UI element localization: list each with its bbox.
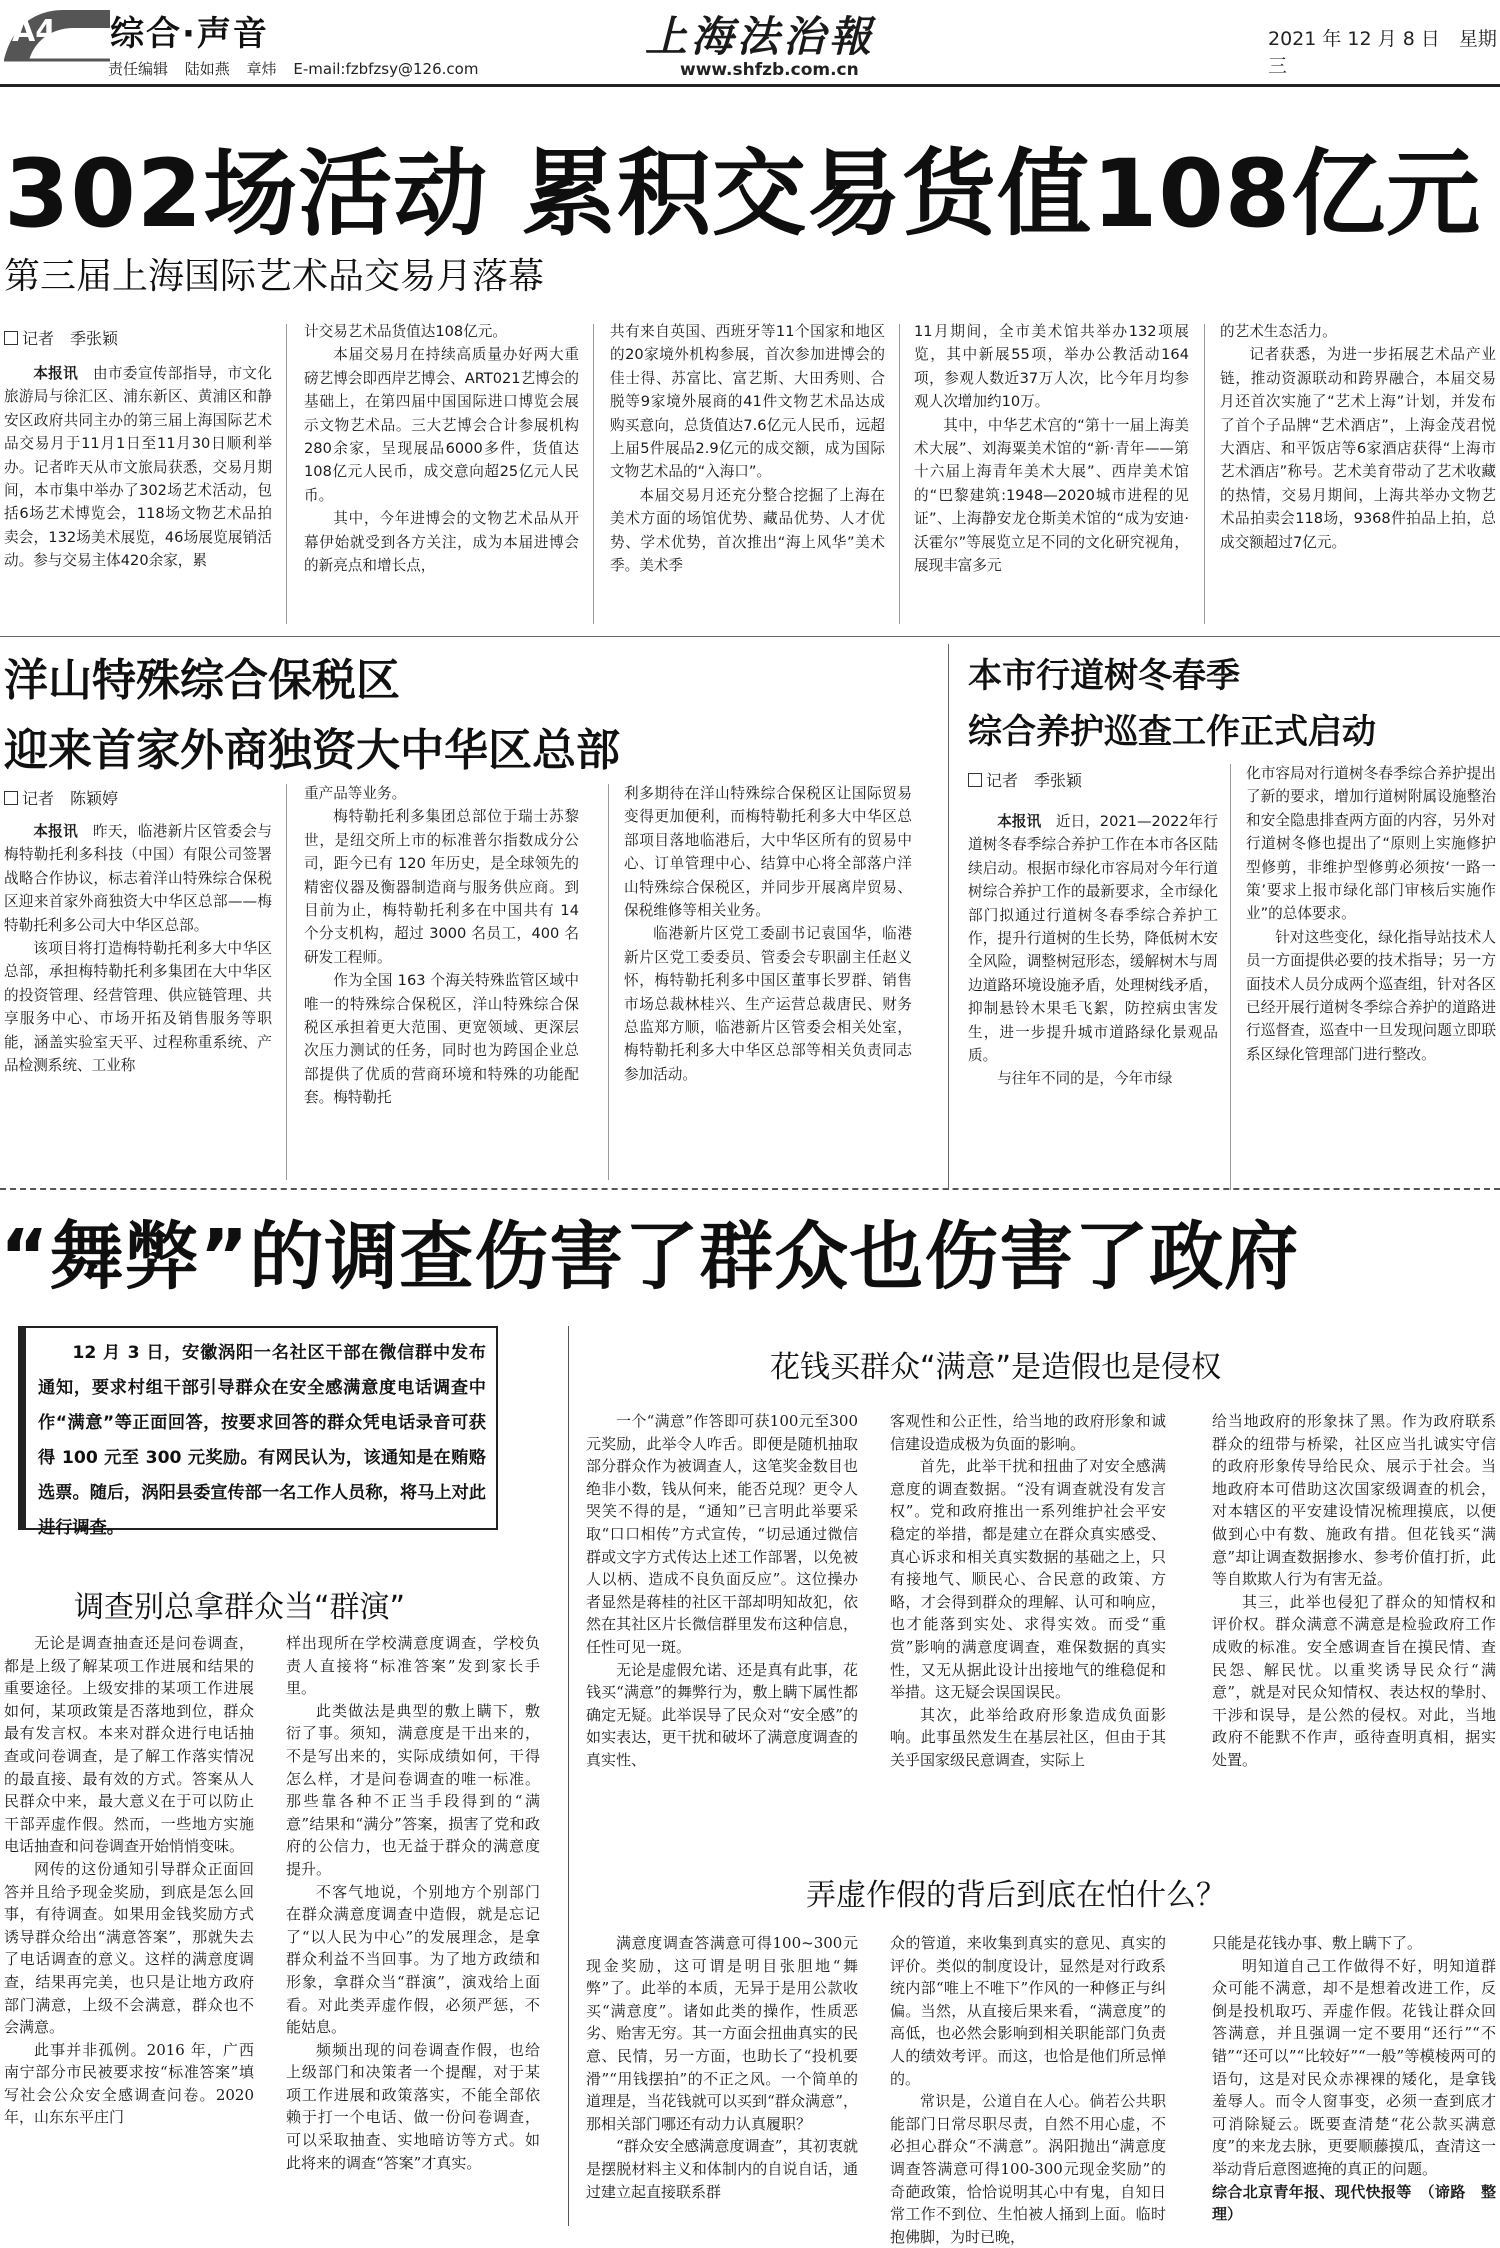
article1-column-4 bbox=[914, 320, 1189, 630]
article1-headline: 302场活动 累积交易货值108亿元 bbox=[4, 140, 1482, 249]
article4-headline: “舞弊”的调查伤害了群众也伤害了政府 bbox=[0, 1214, 1300, 1300]
lead-tag: 本报讯 bbox=[33, 365, 79, 382]
paragraph: 本届交易月在持续高质量办好两大重磅艺博会即西岸艺博会、ART021艺博会的基础上，在第四届中国国际进口博览会展示文物艺术品。三大艺博会合计参展机构280余家，呈现展品6000多件，货值达108亿元人民币，成交意向超25亿元人民币。 bbox=[304, 346, 579, 504]
opinion3-column-2 bbox=[890, 1932, 1166, 2246]
paragraph: 临港新片区党工委副书记袁国华，临港新片区党工委委员、管委会专职副主任赵义怀，梅特勒托利多中国区董事长罗群、销售市场总裁林桂兴、生产运营总裁唐民、财务总监郑方顺，临港新片区管委会相关处室，梅特勒托利多大中华区总部等相关负责同志参加活动。 bbox=[624, 925, 912, 1083]
opinion1-column-1 bbox=[4, 1632, 254, 2227]
article2-headline-line1: 洋山特殊综合保税区 bbox=[4, 655, 400, 706]
paragraph: 计交易艺术品货值达108亿元。 bbox=[304, 323, 507, 340]
section-title: 综合·声音 bbox=[110, 14, 269, 54]
paragraph: 满意度调查答满意可得100~300元现金奖励，这可谓是明目张胆地“舞弊”了。此举的本质，无异于是用公款收买“满意度”。诸如此类的操作，性质恶劣、贻害无穷。其一方面会扭曲真实的民意、民情，另一方面，也助长了“投机要滑”“用钱摆拍”的不正之风。一个简单的道理是，当花钱就可以买到“群众满意”，那相关部门哪还有动力认真履职？ bbox=[586, 1934, 858, 2133]
source-credit: 综合北京青年报、现代快报等 （谛路 整理） bbox=[1212, 2182, 1496, 2224]
opinion3-column-1 bbox=[586, 1932, 858, 2227]
opinion1-title: 调查别总拿群众当“群演” bbox=[74, 1590, 406, 1625]
paragraph: 化市容局对行道树冬春季综合养护提出了新的要求，增加行道树附属设施整治和安全隐患排查两方面的内容，另外对行道树冬修也提出了“原则上实施修护型修剪，非维护型修剪必须按‘一路一策’要求上报市绿化部门审核后实施作业”的总体要求。 bbox=[1246, 765, 1496, 923]
paragraph: 给当地政府的形象抹了黑。作为政府联系群众的纽带与桥梁，社区应当扎诚实守信的政府形象传导给民众、展示于社会。当地政府本可借助这次国家级调查的机会，对本辖区的平安建设情况梳理摸底，以便做到心中有数、施政有措。但花钱买“满意”却让调查数据掺水、参考价值打折，此等自欺欺人行为有害无益。 bbox=[1212, 1412, 1496, 1589]
article3-column-2 bbox=[1246, 762, 1496, 1190]
paragraph: 一个“满意”作答即可获100元至300元奖励，此举令人咋舌。即便是随机抽取部分群众作为被调查人，这笔奖金数目也绝非小数，钱从何来，能否兑现？更令人哭笑不得的是，“通知”已言明此举要采取“口口相传”方式宣传，“切忌通过微信群或文字方式传达上述工作部署，以免被人以柄、造成不良负面反应”。这位操办者显然是蒋桂的社区干部却明知故犯，依然在其社区片长微信群里发布这种信息，任性可见一斑。 bbox=[586, 1412, 858, 1656]
opinion2-column-2 bbox=[890, 1410, 1166, 1854]
column-divider bbox=[286, 324, 287, 624]
article1-subhead: 第三届上海国际艺术品交易月落幕 bbox=[4, 256, 545, 297]
paragraph: 不客气地说，个别地方个别部门在群众满意度调查中造假，就是忘记了“以人民为中心”的发展理念，是拿群众利益不当回事。为了地方政绩和形象，拿群众当“群演”，演戏给上面看。对此类弄虚作假，必须严惩，不能姑息。 bbox=[286, 1882, 540, 2037]
paragraph: 其次，此举给政府形象造成负面影响。此事虽然发生在基层社区，但由于其关乎国家级民意调查，实际上 bbox=[890, 1705, 1166, 1769]
opinion2-title: 花钱买群众“满意”是造假也是侵权 bbox=[770, 1350, 1222, 1385]
paragraph: 共有来自英国、西班牙等11个国家和地区的20家境外机构参展，首次参加进博会的佳士得、苏富比、富艺斯、大田秀则、合脱等9家境外展商的41件文物艺术品达成购买意向，总货值达7.6亿元人民币，远超上届5件展品2.9亿元的成交额，成为国际文物艺术品的“入海口”。 bbox=[610, 323, 885, 481]
website-url: www.shfzb.com.cn bbox=[680, 60, 859, 80]
paragraph: 众的管道，来收集到真实的意见、真实的评价。类似的制度设计，显然是对行政系统内部“唯上不唯下”作风的一种修正与纠偏。当然，从直接后果来看，“满意度”的高低，也必然会影响到相关职能部门负责人的绩效考评。而这，也恰是他们所忌惮的。 bbox=[890, 1934, 1166, 2088]
article4-intro-box bbox=[18, 1326, 498, 1538]
paragraph: 网传的这份通知引导群众正面回答并且给予现金奖励，到底是怎么回事，有待调查。如果用金钱奖励方式诱导群众给出“满意答案”，那就失去了电话调查的意义。这样的满意度调查，结果再完美，也只是让地方政府部门满意，上级不会满意，群众也不会满意。 bbox=[4, 1859, 254, 2037]
article3-byline: 记者 季张颖 bbox=[968, 768, 1082, 791]
article2-column-1 bbox=[4, 820, 272, 1190]
lead-tag: 本报讯 bbox=[33, 823, 79, 840]
article2-column-2 bbox=[304, 782, 579, 1190]
article1-column-2 bbox=[304, 320, 579, 630]
editor-email: E-mail:fzbfzsy@126.com bbox=[293, 60, 479, 78]
newspaper-logo: 上海法治報 bbox=[645, 12, 876, 61]
paragraph: 重产品等业务。 bbox=[304, 785, 407, 802]
editor-name: 章炜 bbox=[246, 60, 277, 78]
article1-byline: 记者 季张颖 bbox=[4, 326, 118, 349]
opinion2-column-1 bbox=[586, 1410, 858, 1854]
paragraph: 客观性和公正性，给当地的政府形象和诚信建设造成极为负面的影响。 bbox=[890, 1412, 1166, 1453]
paragraph: 本届交易月还充分整合挖掘了上海在美术方面的场馆优势、藏品优势、人才优势、学术优势，首次推出“海上风华”美术季。美术季 bbox=[610, 486, 885, 575]
masthead-rule bbox=[0, 84, 1500, 87]
column-divider bbox=[1230, 764, 1231, 1190]
column-divider bbox=[286, 784, 287, 1180]
paragraph: 此类做法是典型的敷上瞒下，敷衍了事。须知，满意度是干出来的，不是写出来的，实际成绩如何，干得怎么样，才是问卷调查的唯一标准。那些靠各种不正当手段得到的“满意”结果和“满分”答案，损害了党和政府的公信力，也无益于群众的满意度提升。 bbox=[286, 1701, 540, 1878]
article1-column-3 bbox=[610, 320, 885, 630]
opinion3-column-3 bbox=[1212, 1932, 1496, 2227]
paragraph: 常识是，公道自在人心。倘若公共职能部门日常尽职尽责，自然不用心虚，不必担心群众“不满意”。涡阳抛出“满意度调查答满意可得100-300元现金奖励”的奇葩政策，恰恰说明其心中有鬼，自知日常工作不到位、生怕被人捅到上面。临时抱佛脚，为时已晚， bbox=[890, 2092, 1166, 2246]
article1-column-1 bbox=[4, 362, 272, 630]
article3-headline-line2: 综合养护巡查工作正式启动 bbox=[968, 712, 1376, 752]
opinion3-title: 弄虚作假的背后到底在怕什么？ bbox=[806, 1878, 1226, 1913]
column-divider bbox=[608, 784, 609, 1180]
article2-column-3 bbox=[624, 782, 912, 1190]
intro-text: 12 月 3 日，安徽涡阳一名社区干部在微信群中发布通知，要求村组干部引导群众在安全感满意度电话调查中作“满意”等正面回答，按要求回答的群众凭电话录音可获得 100 元至 300 元奖励。有网民认为，该通知是在贿赂选票。随后，涡阳县委宣传部一名工作人员称，将马上对此进行调查。 bbox=[38, 1343, 486, 1538]
masthead bbox=[0, 0, 1500, 86]
paragraph: 的艺术生态活力。 bbox=[1220, 323, 1337, 340]
article1-column-5 bbox=[1220, 320, 1496, 630]
editor-label: 责任编辑 bbox=[108, 60, 169, 78]
paragraph: 针对这些变化，绿化指导站技术人员一方面提供必要的技术指导；另一方面技术人员分成两个巡查组，针对各区已经开展行道树冬季综合养护的道路进行巡督查，巡查中一旦发现问题立即联系区绿化管理部门进行整改。 bbox=[1246, 928, 1496, 1063]
paragraph: 无论是虚假允诺、还是真有此事，花钱买“满意”的舞弊行为，敷上瞒下属性都确定无疑。此举误导了民众对“安全感”的如实表达，更干扰和破坏了满意度调查的真实性、 bbox=[586, 1660, 858, 1769]
column-divider bbox=[899, 324, 900, 624]
article3-column-1 bbox=[968, 810, 1218, 1190]
paragraph: 此事并非孤例。2016 年，广西南宁部分市民被要求按“标准答案”填写社会公众安全感调查问卷。2020 年，山东东平庄门 bbox=[4, 2040, 254, 2127]
article-divider bbox=[948, 644, 949, 1190]
paragraph: 由市委宣传部指导，市文化旅游局与徐汇区、浦东新区、黄浦区和静安区政府共同主办的第三届上海国际艺术品交易月于11月1日至11月30日顺利举办。记者昨天从市文旅局获悉，交易月期间，本市集中举办了302场艺术活动，包括6场艺术博览会，118场文物艺术品拍卖会，132场美术展览，46场展览展销活动。参与交易主体420余家，累 bbox=[4, 365, 272, 570]
opinion2-column-3 bbox=[1212, 1410, 1496, 1854]
paragraph: 该项目将打造梅特勒托利多大中华区总部，承担梅特勒托利多集团在大中华区的投资管理、经营管理、供应链管理、共享服务中心、市场开拓及销售服务等职能，涵盖实验室天平、过程称重系统、产品检测系统、工业称 bbox=[4, 940, 272, 1075]
paragraph: 梅特勒托利多集团总部位于瑞士苏黎世，是纽交所上市的标准普尔指数成分公司，距今已有 120 年历史，是全球领先的精密仪器及衡器制造商与服务供应商。到目前为止，梅特勒托利多在中国共有 14 个分支机构，超过 3000 名员工，400 名研发工程师。 bbox=[304, 808, 579, 966]
paragraph: 无论是调查抽查还是问卷调查，都是上级了解某项工作进展和结果的重要途径。上级安排的某项工作进展如何，某项政策是否落地到位，群众最有发言权。本来对群众进行电话抽查或问卷调查，是了解工作落实情况的最直接、最有效的方式。答案从人民群众中来，最大意义在于可以防止干部弄虚作假。然而，一些地方实施电话抽查和问卷调查开始悄悄变味。 bbox=[4, 1634, 254, 1856]
editor-name: 陆如燕 bbox=[184, 60, 230, 78]
page-number: A4 bbox=[12, 14, 57, 49]
paragraph: 近日，2021—2022年行道树冬春季综合养护工作在本市各区陆续启动。根据市绿化市容局对今年行道树综合养护工作的最新要求，全市绿化部门拟通过行道树冬春季综合养护工作，提升行道树的生长势，降低树木安全风险，调整树冠形态，缓解树木与周边道路环境设施矛盾，处理树线矛盾，抑制悬铃木果毛飞絮，防控病虫害发生，进一步提升城市道路绿化景观品质。 bbox=[968, 813, 1218, 1065]
paragraph: 昨天，临港新片区管委会与梅特勒托利多科技（中国）有限公司签署战略合作协议，标志着洋山特殊综合保税区迎来首家外商独资大中华区总部——梅特勒托利多公司大中华区总部。 bbox=[4, 823, 272, 934]
article2-byline: 记者 陈颖婷 bbox=[4, 786, 118, 809]
editors-line bbox=[108, 58, 490, 79]
column-divider bbox=[1204, 324, 1205, 624]
article3-headline-line1: 本市行道树冬春季 bbox=[968, 656, 1240, 696]
paragraph: 首先，此举干扰和扭曲了对安全感满意度的调查数据。“没有调查就没有发言权”。党和政府推出一系列维护社会平安稳定的举措，都是建立在群众真实感受、真心诉求和相关真实数据的基础之上，只有接地气、顺民心、合民意的政策、方略，才会得到群众的理解、认可和响应，也才能落到实处、求得实效。而受“重赏”影响的满意度调查，难保数据的真实性，又无从据此设计出接地气的维稳促和举措。这无疑会误国误民。 bbox=[890, 1457, 1166, 1702]
paragraph: 作为全国 163 个海关特殊监管区域中唯一的特殊综合保税区，洋山特殊综合保税区承担着更大范围、更宽领域、更深层次压力测试的任务，同时也为跨国企业总部提供了优质的营商环境和特殊的功能配套。梅特勒托 bbox=[304, 972, 579, 1107]
opinion-divider bbox=[568, 1326, 569, 2226]
page-number-badge bbox=[4, 8, 110, 66]
section-dashed-rule bbox=[0, 1188, 1500, 1190]
paragraph: 明知道自己工作做得不好，明知道群众可能不满意，却不是想着改进工作，反倒是投机取巧、弄虚作假。花钱让群众回答满意，并且强调一定不要用“还行”“不错”“还可以”“比较好”“一般”等模棱两可的语句，这是对民众赤裸裸的矮化，是拿钱羞辱人。而令人窗事变，必须一查到底才可消除疑云。既要查清楚“花公款买满意度”的来龙去脉，更要顺藤摸瓜，查清这一举动背后意图遮掩的真正的问题。 bbox=[1212, 1956, 1496, 2178]
paragraph: 其中，今年进博会的文物艺术品从开幕伊始就受到各方关注，成为本届进博会的新亮点和增长点， bbox=[304, 510, 579, 575]
paragraph: 11月期间，全市美术馆共举办132项展览，其中新展55项，举办公教活动164项，参观人数近37万人次，比今年月均参观人次增加约10万。 bbox=[914, 323, 1189, 411]
paragraph: “群众安全感满意度调查”，其初衷就是摆脱材料主义和体制内的自说自话，通过建立起直接联系群 bbox=[586, 2137, 858, 2201]
issue-date: 2021 年 12 月 8 日 星期三 bbox=[1268, 28, 1497, 77]
paragraph: 样出现所在学校满意度调查，学校负责人直接将“标准答案”发到家长手里。 bbox=[286, 1634, 540, 1698]
opinion1-column-2 bbox=[286, 1632, 540, 2227]
paragraph: 与往年不同的是，今年市绿 bbox=[997, 1070, 1173, 1088]
article2-headline-line2: 迎来首家外商独资大中华区总部 bbox=[4, 725, 620, 776]
paragraph: 记者获悉，为进一步拓展艺术品产业链，推动资源联动和跨界融合，本届交易月还首次实施了“艺术上海”计划，并发布了首个子品牌“艺术酒店”，上海金茂君悦大酒店、和平饭店等6家酒店获得“上海市艺术酒店”称号。艺术美育带动了艺术收藏的热情，交易月期间，上海共举办文物艺术品拍卖会118场，9368件拍品上拍，总成交额超过7亿元。 bbox=[1220, 346, 1496, 551]
paragraph: 频频出现的问卷调查作假，也给上级部门和决策者一个提醒，对于某项工作进展和政策落实，不能全部依赖于打一个电话、做一份问卷调查，可以采取抽查、实地暗访等方式。如此将来的调查“答案”才真实。 bbox=[286, 2040, 540, 2172]
paragraph: 只能是花钱办事、敷上瞒下了。 bbox=[1212, 1934, 1423, 1952]
paragraph: 其中，中华艺术宫的“第十一届上海美术大展”、刘海粟美术馆的“新·青年——第十六届上海青年美术大展”、西岸美术馆的“巴黎建筑:1948—2020城市进程的见证”、上海静安龙仓斯美术馆的“成为安迪·沃霍尔”等展览立足不同的文化研究视角，展现丰富多元 bbox=[914, 416, 1189, 575]
section-rule bbox=[0, 636, 1500, 637]
column-divider bbox=[593, 324, 594, 624]
paragraph: 其三，此举也侵犯了群众的知情权和评价权。群众满意不满意是检验政府工作成败的标准。安全感调查旨在摸民情、查民怨、解民忧。以重奖诱导民众行“满意”，就是对民众知情权、表达权的挚肘、干涉和误导，是公然的侵权。对此，当地政府不能默不作声，亟待查明真相，据实处置。 bbox=[1212, 1592, 1496, 1769]
lead-tag: 本报讯 bbox=[997, 813, 1042, 830]
paragraph: 利多期待在洋山特殊综合保税区让国际贸易变得更加便利，而梅特勒托利多大中华区总部项目落地临港后，大中华区所有的贸易中心、订单管理中心、结算中心将全部落户洋山特殊综合保税区，并同步开展离岸贸易、保税维修等相关业务。 bbox=[624, 785, 912, 920]
